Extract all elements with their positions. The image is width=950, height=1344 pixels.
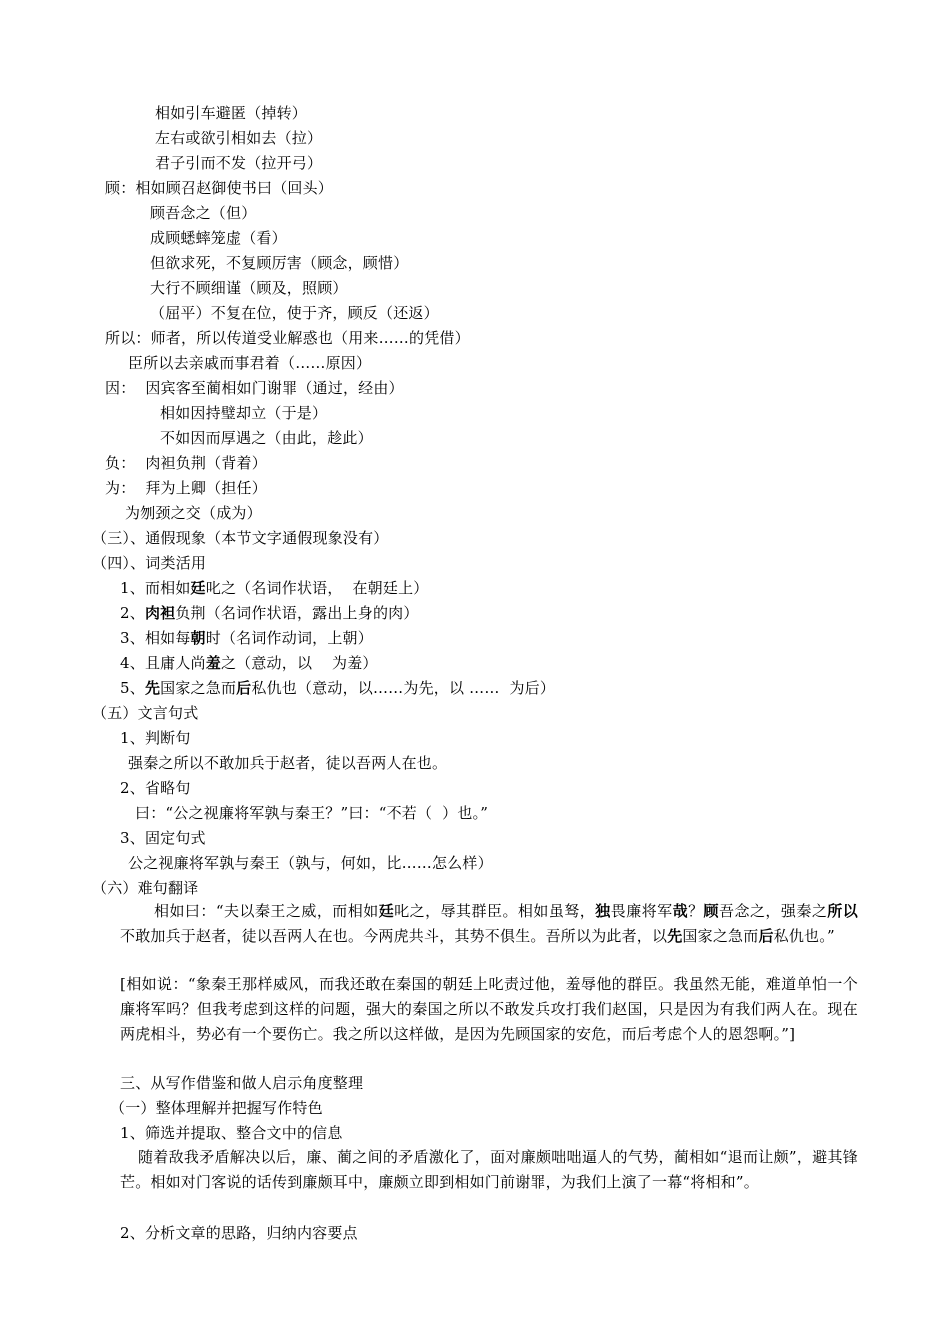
section-heading: （一）整体理解并把握写作特色 — [110, 1099, 323, 1117]
text-line: 大行不顾细谨（顾及，照顾） — [150, 279, 348, 297]
text-line: 臣所以去亲戚而事君着（……原因） — [128, 354, 372, 372]
text-line: 相如引车避匿（掉转） — [155, 104, 308, 122]
text-line: 强秦之所以不敢加兵于赵者，徒以吾两人在也。 — [128, 754, 448, 772]
text-line: 顾：相如顾召赵御使书曰（回头） — [105, 179, 334, 197]
text-line: 2、分析文章的思路，归纳内容要点 — [120, 1224, 358, 1242]
usage-item: 1、而相如廷叱之（名词作状语， 在朝廷上） — [120, 579, 429, 597]
text-line: 2、省略句 — [120, 779, 191, 797]
text-line: （屈平）不复在位，使于齐，顾反（还返） — [150, 304, 439, 322]
text-line: 不如因而厚遇之（由此，趁此） — [160, 429, 373, 447]
text-line: 但欲求死，不复顾厉害（顾念，顾惜） — [150, 254, 409, 272]
translation-source: 相如曰：“夫以秦王之威，而相如廷叱之，辱其群臣。相如虽驽，独畏廉将军哉？顾吾念之，强秦之所以不敢加兵于赵者，徒以吾两人在也。今两虎共斗，其势不俱生。吾所以为此者，以先国家之急而后私仇也。” — [120, 902, 858, 945]
translation-meaning: [相如说：“象秦王那样威风，而我还敢在秦国的朝廷上叱责过他，羞辱他的群臣。我虽然无能，难道单怕一个廉将军吗？但我考虑到这样的问题，强大的秦国之所以不敢发兵攻打我们赵国，只是因为有我们两人在。现在两虎相斗，势必有一个要伤亡。我之所以这样做，是因为先顾国家的安危，而后考虑个人的恩怨啊。”] — [120, 975, 858, 1043]
text-line: 公之视廉将军孰与秦王（孰与，何如，比……怎么样） — [128, 854, 493, 872]
section-heading: （四）、词类活用 — [92, 554, 207, 572]
text-line: 1、判断句 — [120, 729, 191, 747]
usage-item: 5、先国家之急而后私仇也（意动，以……为先，以 …… 为后） — [120, 679, 556, 697]
section-heading: （六）难句翻译 — [92, 879, 199, 897]
text-line: 相如因持璧却立（于是） — [160, 404, 328, 422]
text-line: 曰：“公之视廉将军孰与秦王？”曰：“不若（ ）也。” — [135, 804, 489, 822]
text-line: 1、筛选并提取、整合文中的信息 — [120, 1124, 343, 1142]
usage-item: 4、且庸人尚羞之（意动，以 为羞） — [120, 654, 378, 672]
text-line: 为刎颈之交（成为） — [125, 504, 262, 522]
text-line: 为： 拜为上卿（担任） — [105, 479, 267, 497]
text-line: 3、固定句式 — [120, 829, 206, 847]
text-line: 左右或欲引相如去（拉） — [155, 129, 323, 147]
usage-item: 3、相如每朝时（名词作动词，上朝） — [120, 629, 373, 647]
text-line: 因： 因宾客至蔺相如门谢罪（通过，经由） — [105, 379, 404, 397]
usage-item: 2、肉袒负荆（名词作状语，露出上身的肉） — [120, 604, 419, 622]
summary-paragraph: 随着敌我矛盾解决以后，廉、蔺之间的矛盾激化了，面对廉颇咄咄逼人的气势，蔺相如“退而让颇”，避其锋芒。相如对门客说的话传到廉颇耳中，廉颇立即到相如门前谢罪，为我们上演了一幕“将相和”。 — [120, 1148, 858, 1191]
text-line: 君子引而不发（拉开弓） — [155, 154, 323, 172]
section-heading: 三、从写作借鉴和做人启示角度整理 — [120, 1074, 364, 1092]
text-line: 所以：师者，所以传道受业解惑也（用来……的凭借） — [105, 329, 470, 347]
section-heading: （五）文言句式 — [92, 704, 199, 722]
section-heading: （三）、通假现象（本节文字通假现象没有） — [92, 529, 389, 547]
text-line: 负： 肉袒负荆（背着） — [105, 454, 267, 472]
text-line: 成顾蟋蟀笼虚（看） — [150, 229, 287, 247]
text-line: 顾吾念之（但） — [150, 204, 257, 222]
